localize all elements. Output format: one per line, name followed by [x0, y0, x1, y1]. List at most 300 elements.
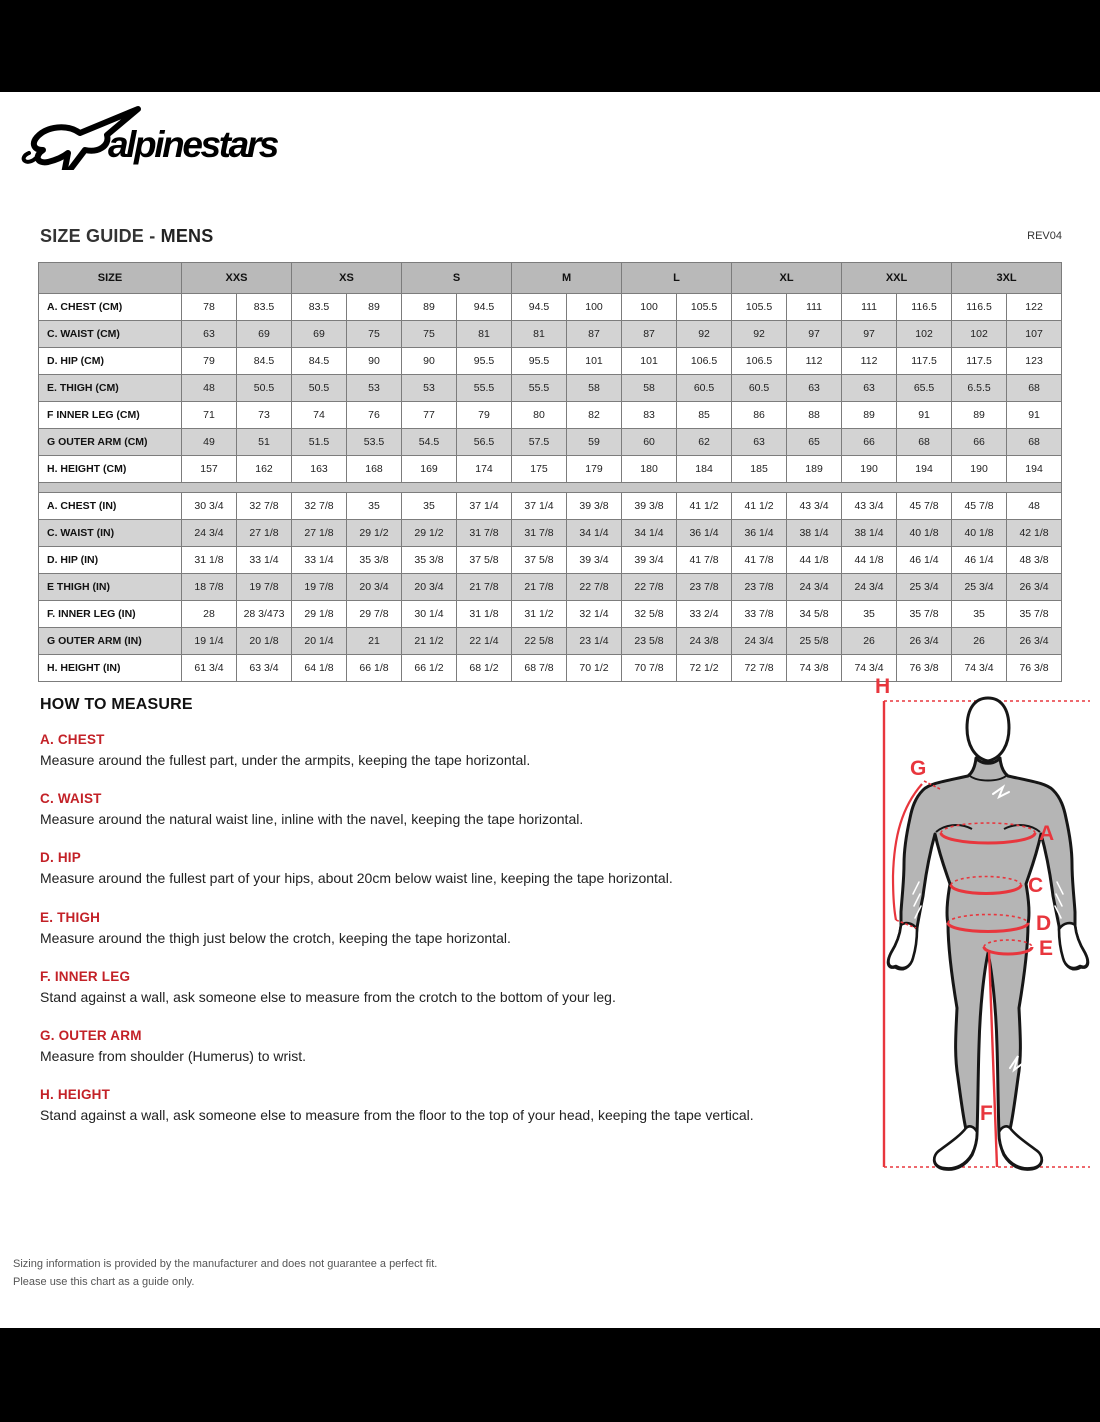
- size-cell: 51: [237, 429, 292, 456]
- measure-section: [40, 791, 850, 828]
- size-cell: 95.5: [512, 348, 567, 375]
- size-cell: 25 3/4: [897, 574, 952, 601]
- size-cell: 60.5: [732, 375, 787, 402]
- size-cell: 174: [457, 456, 512, 483]
- size-cell: 24 3/4: [182, 520, 237, 547]
- size-cell: 83.5: [292, 294, 347, 321]
- size-cell: 31 1/8: [457, 601, 512, 628]
- size-cell: 163: [292, 456, 347, 483]
- size-cell: 18 7/8: [182, 574, 237, 601]
- size-cell: 30 3/4: [182, 493, 237, 520]
- size-cell: 194: [897, 456, 952, 483]
- size-cell: 26: [842, 628, 897, 655]
- size-cell: 33 7/8: [732, 601, 787, 628]
- size-cell: 194: [1007, 456, 1062, 483]
- size-cell: 41 7/8: [732, 547, 787, 574]
- size-cell: 162: [237, 456, 292, 483]
- size-cell: 28 3/473: [237, 601, 292, 628]
- size-cell: 37 1/4: [457, 493, 512, 520]
- size-cell: 33 2/4: [677, 601, 732, 628]
- size-cell: 53: [402, 375, 457, 402]
- size-cell: 169: [402, 456, 457, 483]
- size-cell: 39 3/8: [622, 493, 677, 520]
- size-cell: 185: [732, 456, 787, 483]
- size-header-m: M: [512, 263, 622, 294]
- size-cell: 95.5: [457, 348, 512, 375]
- size-cell: 117.5: [897, 348, 952, 375]
- size-cell: 43 3/4: [787, 493, 842, 520]
- svg-text:H: H: [875, 676, 891, 698]
- row-label: A. CHEST (IN): [39, 493, 182, 520]
- size-cell: 84.5: [237, 348, 292, 375]
- size-cell: 46 1/4: [897, 547, 952, 574]
- size-cell: 91: [897, 402, 952, 429]
- size-cell: 55.5: [512, 375, 567, 402]
- size-cell: 38 1/4: [842, 520, 897, 547]
- size-cell: 76 3/8: [897, 655, 952, 682]
- size-cell: 34 5/8: [787, 601, 842, 628]
- row-label: H. HEIGHT (IN): [39, 655, 182, 682]
- size-cell: 74 3/8: [787, 655, 842, 682]
- size-cell: 105.5: [677, 294, 732, 321]
- footer-line-1: Sizing information is provided by the manufacturer and does not guarantee a perfect fit.: [13, 1258, 438, 1270]
- size-cell: 33 1/4: [237, 547, 292, 574]
- size-cell: 48: [182, 375, 237, 402]
- size-cell: 44 1/8: [842, 547, 897, 574]
- size-cell: 117.5: [952, 348, 1007, 375]
- size-cell: 84.5: [292, 348, 347, 375]
- size-cell: 21 7/8: [512, 574, 567, 601]
- size-cell: 69: [292, 321, 347, 348]
- measure-section-heading: C. WAIST: [40, 791, 102, 807]
- size-cell: 116.5: [952, 294, 1007, 321]
- svg-text:G: G: [910, 757, 927, 780]
- row-label: C. WAIST (IN): [39, 520, 182, 547]
- head: [967, 698, 1009, 761]
- size-cell: 102: [952, 321, 1007, 348]
- measure-section: [40, 732, 850, 769]
- size-cell: 180: [622, 456, 677, 483]
- size-cell: 31 1/8: [182, 547, 237, 574]
- size-cell: 79: [457, 402, 512, 429]
- footer-note: [13, 1256, 437, 1291]
- measure-section: [40, 1087, 850, 1124]
- measure-section-text: Measure around the fullest part of your hips, about 20cm below waist line, keeping the tape horizontal.: [40, 870, 673, 887]
- size-cell: 21: [347, 628, 402, 655]
- size-cell: 58: [622, 375, 677, 402]
- body-measurement-diagram: [860, 676, 1096, 1186]
- size-cell: 19 7/8: [292, 574, 347, 601]
- size-cell: 76 3/8: [1007, 655, 1062, 682]
- size-cell: 102: [897, 321, 952, 348]
- size-cell: 28: [182, 601, 237, 628]
- logo-wordmark: alpinestars: [108, 124, 277, 165]
- measure-section-text: Measure around the fullest part, under the armpits, keeping the tape horizontal.: [40, 752, 531, 768]
- table-row: [39, 574, 1062, 601]
- measure-section-heading: A. CHEST: [40, 732, 105, 747]
- row-label: G OUTER ARM (IN): [39, 628, 182, 655]
- size-cell: 107: [1007, 321, 1062, 348]
- size-cell: 38 1/4: [787, 520, 842, 547]
- size-header-s: S: [402, 263, 512, 294]
- size-cell: 70 1/2: [567, 655, 622, 682]
- size-cell: 20 3/4: [347, 574, 402, 601]
- size-cell: 32 7/8: [237, 493, 292, 520]
- size-cell: 59: [567, 429, 622, 456]
- size-cell: 190: [842, 456, 897, 483]
- size-cell: 23 5/8: [622, 628, 677, 655]
- size-cell: 100: [567, 294, 622, 321]
- size-cell: 83.5: [237, 294, 292, 321]
- size-cell: 76: [347, 402, 402, 429]
- size-cell: 74 3/4: [842, 655, 897, 682]
- size-cell: 6.5.5: [952, 375, 1007, 402]
- size-cell: 106.5: [732, 348, 787, 375]
- measure-section: [40, 1028, 850, 1065]
- size-cell: 31 1/2: [512, 601, 567, 628]
- size-header-xs: XS: [292, 263, 402, 294]
- size-cell: 53: [347, 375, 402, 402]
- row-label: G OUTER ARM (CM): [39, 429, 182, 456]
- size-cell: 89: [347, 294, 402, 321]
- size-cell: 32 7/8: [292, 493, 347, 520]
- row-label: A. CHEST (CM): [39, 294, 182, 321]
- size-cell: 25 5/8: [787, 628, 842, 655]
- size-cell: 123: [1007, 348, 1062, 375]
- size-header-3xl: 3XL: [952, 263, 1062, 294]
- size-cell: 35 7/8: [897, 601, 952, 628]
- size-cell: 68 7/8: [512, 655, 567, 682]
- size-cell: 73: [237, 402, 292, 429]
- svg-text:F: F: [980, 1102, 993, 1125]
- size-cell: 20 1/4: [292, 628, 347, 655]
- size-cell: 90: [402, 348, 457, 375]
- size-cell: 24 3/4: [787, 574, 842, 601]
- size-cell: 68: [1007, 429, 1062, 456]
- bottom-black-bar: [0, 1328, 1100, 1422]
- size-cell: 32 5/8: [622, 601, 677, 628]
- size-cell: 78: [182, 294, 237, 321]
- svg-text:A: A: [1039, 822, 1055, 845]
- size-cell: 60: [622, 429, 677, 456]
- size-header-xxl: XXL: [842, 263, 952, 294]
- size-cell: 48: [1007, 493, 1062, 520]
- svg-text:E: E: [1039, 937, 1054, 960]
- size-cell: 34 1/4: [567, 520, 622, 547]
- how-to-measure: [40, 696, 850, 1146]
- size-cell: 63 3/4: [237, 655, 292, 682]
- size-cell: 85: [677, 402, 732, 429]
- size-cell: 31 7/8: [512, 520, 567, 547]
- size-cell: 24 3/4: [842, 574, 897, 601]
- size-cell: 19 1/4: [182, 628, 237, 655]
- row-label: E THIGH (IN): [39, 574, 182, 601]
- size-cell: 87: [567, 321, 622, 348]
- size-cell: 83: [622, 402, 677, 429]
- page-title: SIZE GUIDE - MENS: [40, 226, 214, 246]
- size-cell: 25 3/4: [952, 574, 1007, 601]
- size-cell: 68: [1007, 375, 1062, 402]
- size-cell: 36 1/4: [677, 520, 732, 547]
- size-cell: 26: [952, 628, 1007, 655]
- size-cell: 37 5/8: [512, 547, 567, 574]
- size-cell: 63: [182, 321, 237, 348]
- measure-section-heading: E. THIGH: [40, 909, 101, 925]
- size-cell: 100: [622, 294, 677, 321]
- size-cell: 179: [567, 456, 622, 483]
- size-cell: 40 1/8: [897, 520, 952, 547]
- size-cell: 23 7/8: [732, 574, 787, 601]
- row-label: C. WAIST (CM): [39, 321, 182, 348]
- size-cell: 21 1/2: [402, 628, 457, 655]
- size-cell: 33 1/4: [292, 547, 347, 574]
- unit-separator-row: [39, 483, 1062, 493]
- top-black-bar: [0, 0, 1100, 92]
- size-cell: 31 7/8: [457, 520, 512, 547]
- size-cell: 72 1/2: [677, 655, 732, 682]
- size-cell: 80: [512, 402, 567, 429]
- size-cell: 50.5: [237, 375, 292, 402]
- row-label: E. THIGH (CM): [39, 375, 182, 402]
- size-cell: 97: [787, 321, 842, 348]
- size-cell: 54.5: [402, 429, 457, 456]
- measure-section-text: Measure around the thigh just below the crotch, keeping the tape horizontal.: [40, 929, 511, 946]
- size-cell: 97: [842, 321, 897, 348]
- size-cell: 157: [182, 456, 237, 483]
- size-header-xl: XL: [732, 263, 842, 294]
- size-cell: 66 1/8: [347, 655, 402, 682]
- size-cell: 190: [952, 456, 1007, 483]
- size-cell: 112: [787, 348, 842, 375]
- size-cell: 29 1/2: [347, 520, 402, 547]
- size-cell: 57.5: [512, 429, 567, 456]
- size-cell: 26 3/4: [1007, 574, 1062, 601]
- size-cell: 105.5: [732, 294, 787, 321]
- size-cell: 101: [567, 348, 622, 375]
- size-cell: 45 7/8: [952, 493, 1007, 520]
- table-row: [39, 294, 1062, 321]
- size-cell: 46 1/4: [952, 547, 1007, 574]
- size-cell: 37 1/4: [512, 493, 567, 520]
- size-cell: 49: [182, 429, 237, 456]
- size-cell: 45 7/8: [897, 493, 952, 520]
- size-cell: 116.5: [897, 294, 952, 321]
- size-cell: 69: [237, 321, 292, 348]
- table-row: [39, 493, 1062, 520]
- row-label: H. HEIGHT (CM): [39, 456, 182, 483]
- size-cell: 19 7/8: [237, 574, 292, 601]
- size-cell: 27 1/8: [292, 520, 347, 547]
- size-cell: 92: [677, 321, 732, 348]
- size-table: [38, 262, 1062, 682]
- size-cell: 175: [512, 456, 567, 483]
- size-cell: 39 3/4: [567, 547, 622, 574]
- size-cell: 58: [567, 375, 622, 402]
- row-label: F. INNER LEG (IN): [39, 601, 182, 628]
- measure-section-text: Measure around the natural waist line, inline with the navel, keeping the tape horizontal.: [40, 811, 584, 828]
- feet: [934, 1126, 1041, 1168]
- size-cell: 32 1/4: [567, 601, 622, 628]
- size-cell: 79: [182, 348, 237, 375]
- table-row: [39, 547, 1062, 574]
- row-label: D. HIP (CM): [39, 348, 182, 375]
- size-cell: 65: [787, 429, 842, 456]
- size-cell: 71: [182, 402, 237, 429]
- size-cell: 26 3/4: [897, 628, 952, 655]
- size-cell: 51.5: [292, 429, 347, 456]
- size-cell: 35: [402, 493, 457, 520]
- size-cell: 94.5: [457, 294, 512, 321]
- size-cell: 68 1/2: [457, 655, 512, 682]
- size-cell: 77: [402, 402, 457, 429]
- size-cell: 66: [842, 429, 897, 456]
- size-cell: 39 3/8: [567, 493, 622, 520]
- size-cell: 56.5: [457, 429, 512, 456]
- table-row: [39, 520, 1062, 547]
- size-cell: 189: [787, 456, 842, 483]
- size-cell: 88: [787, 402, 842, 429]
- size-cell: 61 3/4: [182, 655, 237, 682]
- size-cell: 34 1/4: [622, 520, 677, 547]
- size-cell: 26 3/4: [1007, 628, 1062, 655]
- table-row: [39, 321, 1062, 348]
- size-cell: 184: [677, 456, 732, 483]
- size-cell: 92: [732, 321, 787, 348]
- size-cell: 75: [402, 321, 457, 348]
- size-cell: 65.5: [897, 375, 952, 402]
- how-to-title: HOW TO MEASURE: [40, 696, 193, 713]
- size-cell: 63: [842, 375, 897, 402]
- measure-section-heading: F. INNER LEG: [40, 968, 131, 984]
- size-cell: 35: [347, 493, 402, 520]
- table-row: [39, 456, 1062, 483]
- size-cell: 22 7/8: [622, 574, 677, 601]
- size-cell: 72 7/8: [732, 655, 787, 682]
- size-cell: 29 7/8: [347, 601, 402, 628]
- svg-text:D: D: [1036, 912, 1052, 935]
- size-cell: 81: [512, 321, 567, 348]
- size-cell: 55.5: [457, 375, 512, 402]
- size-cell: 62: [677, 429, 732, 456]
- size-cell: 35 3/8: [347, 547, 402, 574]
- measure-section-heading: G. OUTER ARM: [40, 1027, 142, 1043]
- size-header-l: L: [622, 263, 732, 294]
- size-cell: 168: [347, 456, 402, 483]
- size-cell: 86: [732, 402, 787, 429]
- size-cell: 21 7/8: [457, 574, 512, 601]
- size-cell: 20 1/8: [237, 628, 292, 655]
- size-cell: 35 3/8: [402, 547, 457, 574]
- measure-section: [40, 910, 850, 947]
- size-cell: 24 3/4: [732, 628, 787, 655]
- table-row: [39, 601, 1062, 628]
- size-cell: 87: [622, 321, 677, 348]
- alpinestars-logo: [16, 104, 286, 170]
- size-cell: 23 7/8: [677, 574, 732, 601]
- row-label: F INNER LEG (CM): [39, 402, 182, 429]
- size-cell: 64 1/8: [292, 655, 347, 682]
- size-cell: 66 1/2: [402, 655, 457, 682]
- size-cell: 82: [567, 402, 622, 429]
- size-cell: 94.5: [512, 294, 567, 321]
- size-cell: 41 1/2: [677, 493, 732, 520]
- size-cell: 23 1/4: [567, 628, 622, 655]
- size-cell: 75: [347, 321, 402, 348]
- size-cell: 24 3/8: [677, 628, 732, 655]
- size-cell: 89: [402, 294, 457, 321]
- size-cell: 35 7/8: [1007, 601, 1062, 628]
- size-cell: 44 1/8: [787, 547, 842, 574]
- size-cell: 106.5: [677, 348, 732, 375]
- size-cell: 29 1/8: [292, 601, 347, 628]
- revision-label: REV04: [1027, 230, 1062, 242]
- size-column-header: SIZE: [39, 263, 182, 294]
- size-cell: 27 1/8: [237, 520, 292, 547]
- measure-section-heading: H. HEIGHT: [40, 1087, 111, 1103]
- size-cell: 30 1/4: [402, 601, 457, 628]
- size-cell: 22 7/8: [567, 574, 622, 601]
- size-cell: 68: [897, 429, 952, 456]
- size-cell: 70 7/8: [622, 655, 677, 682]
- measure-section-text: Stand against a wall, ask someone else to measure from the crotch to the bottom of your leg.: [40, 988, 616, 1005]
- measure-section-text: Stand against a wall, ask someone else to measure from the floor to the top of your head, keeping the tape vertical.: [40, 1107, 754, 1124]
- size-cell: 60.5: [677, 375, 732, 402]
- size-cell: 36 1/4: [732, 520, 787, 547]
- size-cell: 43 3/4: [842, 493, 897, 520]
- measure-section: [40, 850, 850, 887]
- size-cell: 89: [842, 402, 897, 429]
- size-cell: 74 3/4: [952, 655, 1007, 682]
- row-label: D. HIP (IN): [39, 547, 182, 574]
- size-cell: 35: [842, 601, 897, 628]
- size-cell: 37 5/8: [457, 547, 512, 574]
- size-cell: 112: [842, 348, 897, 375]
- size-cell: 90: [347, 348, 402, 375]
- measure-section: [40, 969, 850, 1006]
- size-cell: 66: [952, 429, 1007, 456]
- title-row: [40, 226, 1062, 248]
- svg-text:C: C: [1028, 874, 1044, 897]
- size-cell: 29 1/2: [402, 520, 457, 547]
- size-cell: 91: [1007, 402, 1062, 429]
- size-cell: 89: [952, 402, 1007, 429]
- footer-line-2: Please use this chart as a guide only.: [13, 1275, 195, 1288]
- size-cell: 101: [622, 348, 677, 375]
- measure-section-text: Measure from shoulder (Humerus) to wrist.: [40, 1047, 307, 1064]
- table-row: [39, 375, 1062, 402]
- size-cell: 22 5/8: [512, 628, 567, 655]
- how-to-sections: [40, 732, 850, 1124]
- size-cell: 81: [457, 321, 512, 348]
- size-cell: 35: [952, 601, 1007, 628]
- size-cell: 74: [292, 402, 347, 429]
- size-cell: 42 1/8: [1007, 520, 1062, 547]
- size-cell: 41 7/8: [677, 547, 732, 574]
- size-cell: 63: [732, 429, 787, 456]
- table-row: [39, 348, 1062, 375]
- size-cell: 122: [1007, 294, 1062, 321]
- size-cell: 63: [787, 375, 842, 402]
- measure-section-heading: D. HIP: [40, 850, 81, 866]
- size-cell: 40 1/8: [952, 520, 1007, 547]
- size-cell: 41 1/2: [732, 493, 787, 520]
- table-row: [39, 628, 1062, 655]
- size-cell: 22 1/4: [457, 628, 512, 655]
- size-cell: 48 3/8: [1007, 547, 1062, 574]
- size-cell: 111: [842, 294, 897, 321]
- size-header-xxs: XXS: [182, 263, 292, 294]
- size-cell: 53.5: [347, 429, 402, 456]
